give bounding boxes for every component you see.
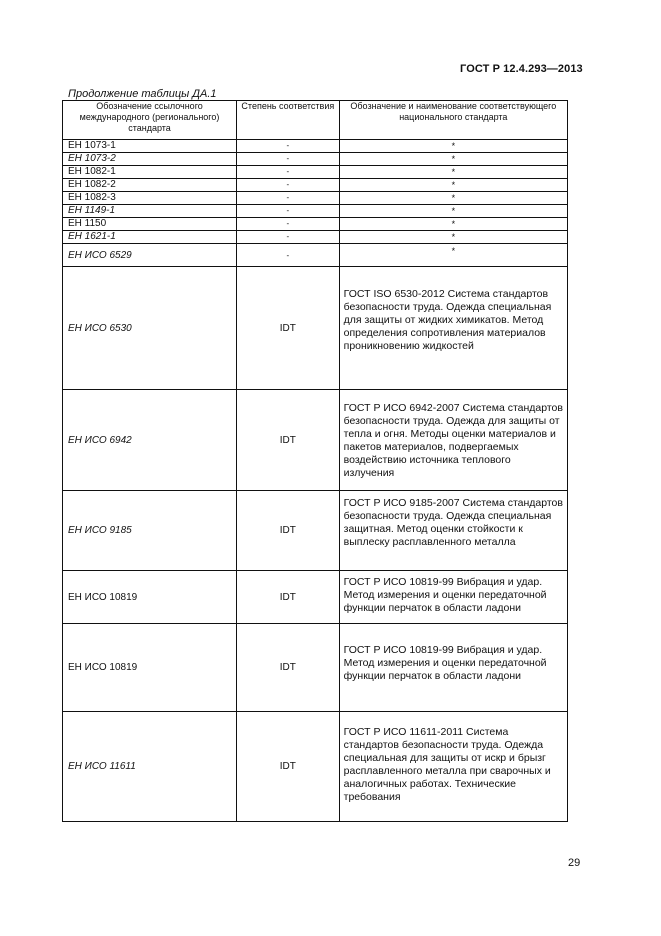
table-row — [63, 390, 568, 491]
national-standard-cell: ГОСТ ISO 6530-2012 Система стандартов безопасности труда. Одежда специальная для защиты от жидких химикатов. Метод определения сопротивления материалов проникновению жидкостей — [339, 267, 567, 390]
table-row — [63, 192, 568, 205]
compliance-degree-cell: - — [237, 192, 340, 205]
compliance-degree-cell: - — [237, 218, 340, 231]
national-standard-cell: ГОСТ Р ИСО 10819-99 Вибрация и удар. Метод измерения и оценки передаточной функции перчаток в области ладони — [339, 571, 567, 624]
reference-standard-cell: ЕН 1621-1 — [63, 231, 237, 244]
table-row — [63, 267, 568, 390]
national-standard-cell: * — [339, 153, 567, 166]
page-number: 29 — [568, 857, 581, 869]
compliance-degree-cell: IDT — [237, 571, 340, 624]
reference-standard-cell: ЕН 1149-1 — [63, 205, 237, 218]
national-standard-cell: * — [339, 140, 567, 153]
table-row — [63, 153, 568, 166]
reference-standard-cell: ЕН 1082-2 — [63, 179, 237, 192]
table-header-row — [63, 101, 568, 140]
compliance-degree-cell: - — [237, 179, 340, 192]
compliance-degree-cell: - — [237, 140, 340, 153]
reference-standard-cell: ЕН 1082-1 — [63, 166, 237, 179]
standards-table — [62, 100, 568, 822]
reference-standard-cell: ЕН ИСО 10819 — [63, 624, 237, 712]
national-standard-cell: * — [339, 192, 567, 205]
national-standard-cell: ГОСТ Р ИСО 10819-99 Вибрация и удар. Метод измерения и оценки передаточной функции перчаток в области ладони — [339, 624, 567, 712]
table-row — [63, 231, 568, 244]
table-row — [63, 218, 568, 231]
reference-standard-cell: ЕН 1150 — [63, 218, 237, 231]
reference-standard-cell: ЕН ИСО 10819 — [63, 571, 237, 624]
national-standard-cell: * — [339, 166, 567, 179]
table-row — [63, 205, 568, 218]
national-standard-cell: * — [339, 244, 567, 267]
compliance-degree-cell: - — [237, 153, 340, 166]
national-standard-cell: * — [339, 218, 567, 231]
compliance-degree-cell: IDT — [237, 491, 340, 571]
column-header-compliance-degree: Степень соответствия — [237, 101, 340, 140]
table-row — [63, 179, 568, 192]
compliance-degree-cell: - — [237, 231, 340, 244]
reference-standard-cell: ЕН ИСО 6942 — [63, 390, 237, 491]
table-row — [63, 624, 568, 712]
column-header-reference-standard: Обозначение ссылочного международного (регионального) стандарта — [63, 101, 237, 140]
national-standard-cell: * — [339, 205, 567, 218]
compliance-degree-cell: IDT — [237, 390, 340, 491]
reference-standard-cell: ЕН ИСО 11611 — [63, 712, 237, 822]
table-row — [63, 166, 568, 179]
compliance-degree-cell: - — [237, 244, 340, 267]
national-standard-cell: ГОСТ Р ИСО 6942-2007 Система стандартов безопасности труда. Одежда для защиты от тепла и огня. Методы оценки материалов и пакетов материалов, подвергаемых воздействию источника теплового излучения — [339, 390, 567, 491]
national-standard-cell: ГОСТ Р ИСО 9185-2007 Система стандартов безопасности труда. Одежда специальная защитная. Метод оценки стойкости к выплеску расплавленного металла — [339, 491, 567, 571]
reference-standard-cell: ЕН 1073-1 — [63, 140, 237, 153]
national-standard-cell: * — [339, 231, 567, 244]
reference-standard-cell: ЕН ИСО 6529 — [63, 244, 237, 267]
compliance-degree-cell: IDT — [237, 624, 340, 712]
national-standard-cell: * — [339, 179, 567, 192]
compliance-degree-cell: - — [237, 166, 340, 179]
table-continuation-caption: Продолжение таблицы ДА.1 — [68, 88, 217, 100]
table-row — [63, 712, 568, 822]
compliance-degree-cell: - — [237, 205, 340, 218]
document-code-header: ГОСТ Р 12.4.293—2013 — [460, 63, 583, 75]
national-standard-cell: ГОСТ Р ИСО 11611-2011 Система стандартов безопасности труда. Одежда специальная для защиты от искр и брызг расплавленного металла при сварочных и аналогичных работах. Технические требования — [339, 712, 567, 822]
reference-standard-cell: ЕН 1073-2 — [63, 153, 237, 166]
reference-standard-cell: ЕН ИСО 6530 — [63, 267, 237, 390]
table-row — [63, 140, 568, 153]
table-row — [63, 491, 568, 571]
reference-standard-cell: ЕН ИСО 9185 — [63, 491, 237, 571]
table-row — [63, 244, 568, 267]
compliance-degree-cell: IDT — [237, 267, 340, 390]
table-row — [63, 571, 568, 624]
column-header-national-standard: Обозначение и наименование соответствующего национального стандарта — [339, 101, 567, 140]
reference-standard-cell: ЕН 1082-3 — [63, 192, 237, 205]
compliance-degree-cell: IDT — [237, 712, 340, 822]
